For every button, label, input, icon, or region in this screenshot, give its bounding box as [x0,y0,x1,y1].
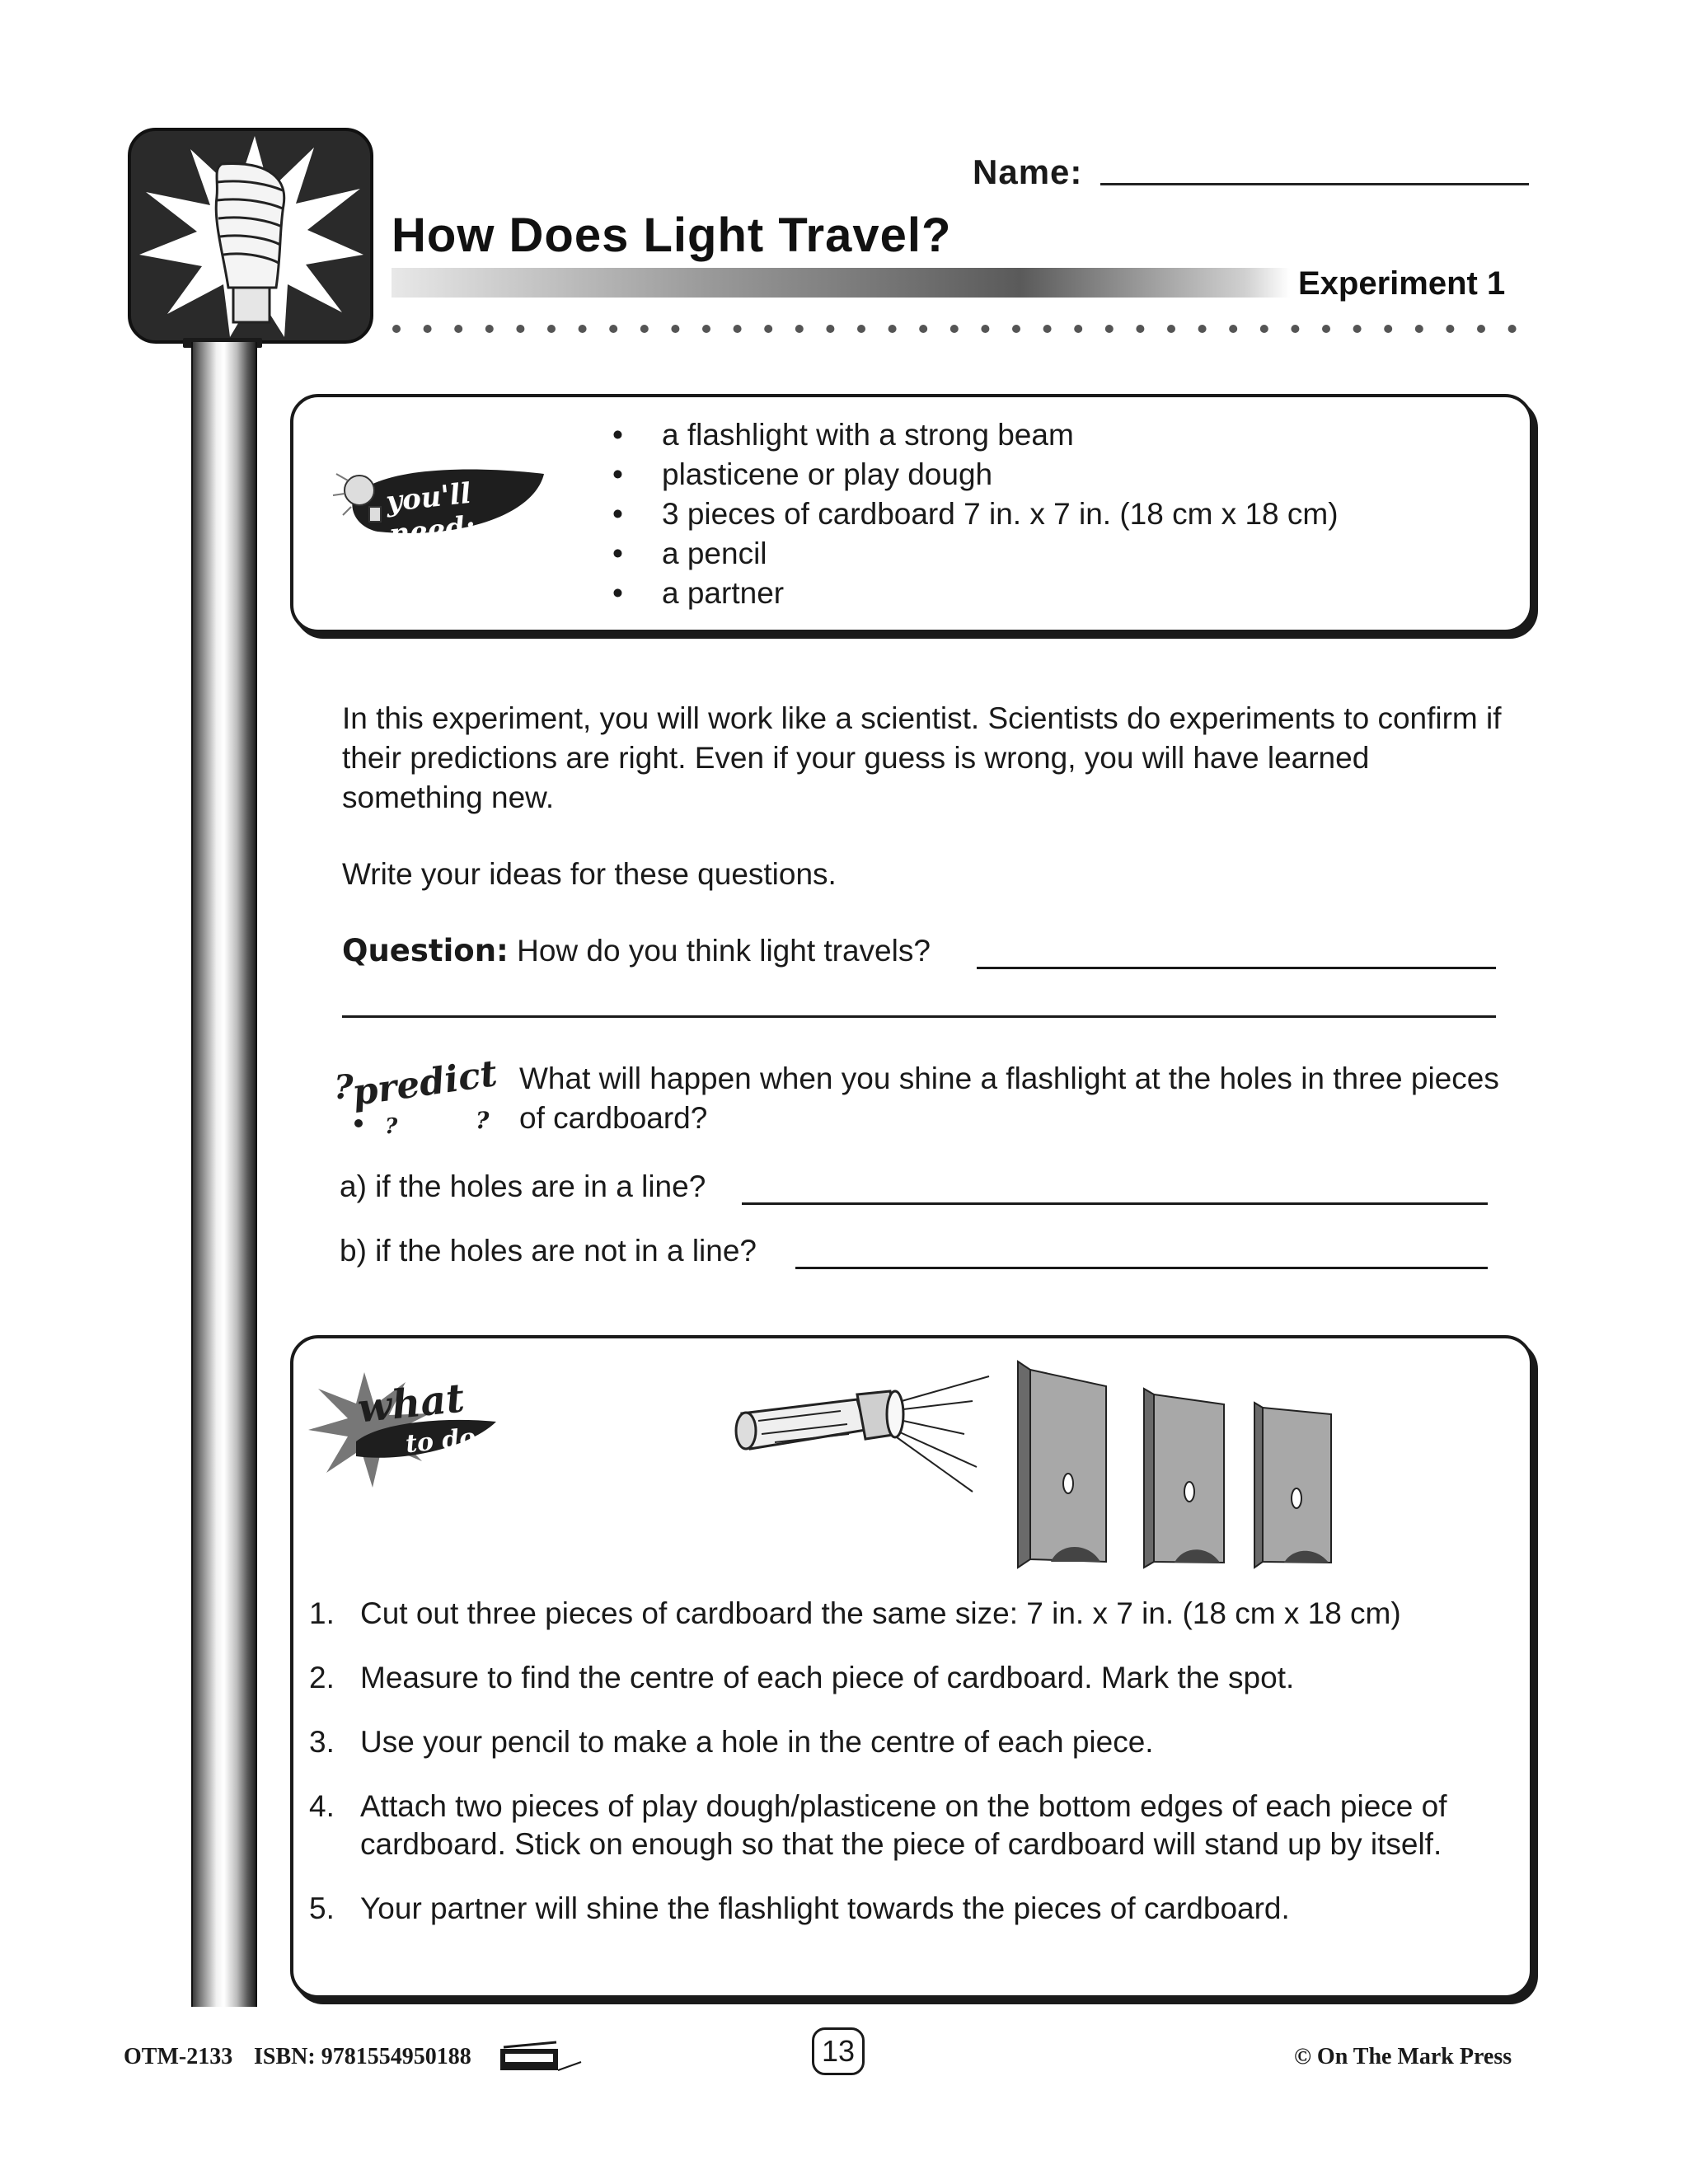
step-item [309,1723,1512,1761]
list-item: • plasticene or play dough [606,455,1339,494]
name-field[interactable] [1100,183,1529,185]
publisher-logo-icon [499,2039,589,2075]
step-text: Cut out three pieces of cardboard the same size: 7 in. x 7 in. (18 cm x 18 cm) [360,1596,1401,1630]
title-gradient-bar [392,268,1290,298]
question-row [342,931,1496,971]
step-text: Use your pencil to make a hole in the centre of each piece. [360,1725,1154,1759]
step-item [309,1890,1512,1928]
divider-dot [640,325,649,333]
what-to-do-badge [307,1364,504,1496]
divider-dot [1384,325,1392,333]
divider-dot [1136,325,1144,333]
step-text: Attach two pieces of play dough/plasticene on the bottom edges of each piece of cardboard. Stick on enough so that the piece of cardboard will stand up by itself. [360,1789,1447,1861]
divider-dot [1260,325,1268,333]
page-number [812,2027,865,2075]
divider-dot [424,325,432,333]
step-text: Measure to find the centre of each piece of cardboard. Mark the spot. [360,1661,1295,1694]
what-badge-text: what [355,1375,467,1432]
divider-dot [702,325,710,333]
step-text: Your partner will shine the flashlight towards the pieces of cardboard. [360,1891,1290,1925]
step-item [309,1595,1512,1633]
divider-dot [764,325,772,333]
divider-dot [1477,325,1485,333]
predict-answer-b-line[interactable] [795,1267,1488,1269]
divider-dot [609,325,617,333]
divider-dot [826,325,834,333]
divider-dot [1291,325,1299,333]
divider-dot [1415,325,1423,333]
divider-dot [1322,325,1330,333]
page-number-text: 13 [821,2034,856,2068]
step-item [309,1788,1512,1863]
svg-text:?: ? [385,1114,398,1139]
divider-dot [1074,325,1082,333]
divider-dot [454,325,462,333]
to-do-badge-text: to do [404,1422,477,1460]
divider-dot [919,325,927,333]
divider-dot [1353,325,1362,333]
divider-dot [981,325,989,333]
starburst-bulb-icon [131,131,370,340]
youll-need-badge-text: you'll need: [384,476,477,552]
divider-dot [485,325,494,333]
question-answer-line[interactable] [342,1015,1496,1018]
cardboard-piece-icon [1144,1389,1224,1568]
cardboard-piece-icon [1254,1403,1331,1568]
question-answer-line[interactable] [977,967,1496,969]
divider-dot [1043,325,1052,333]
divider-dot [671,325,679,333]
divider-dot [1105,325,1114,333]
divider-dot [889,325,897,333]
list-item: • 3 pieces of cardboard 7 in. x 7 in. (18 cm x 18 cm) [606,494,1339,534]
step-number: 3. [309,1725,335,1759]
question-text: How do you think light travels? [517,934,931,968]
step-number: 4. [309,1789,335,1823]
instruction-steps [309,1595,1512,1954]
predict-answer-a-line[interactable] [742,1202,1488,1205]
footer-isbn: ISBN: 9781554950188 [254,2044,471,2069]
cardboard-piece-icon [1018,1361,1106,1568]
divider-dot [795,325,804,333]
intro-paragraph: In this experiment, you will work like a scientist. Scientists do experiments to confirm if their predictions are right. Even if your guess is wrong, you will have learned something new. [342,701,1502,814]
experiment-label: Experiment 1 [1298,265,1506,302]
step-item [309,1659,1512,1697]
divider-dot [516,325,524,333]
list-item: • a partner [606,574,1339,613]
list-item: • a pencil [606,534,1339,574]
dotted-divider [392,324,1537,334]
flashlight-cardboard-illustration [725,1352,1352,1582]
decorative-pole [191,342,257,2007]
divider-dot [857,325,865,333]
step-number: 2. [309,1661,335,1694]
predict-question-a: a) if the holes are in a line? [340,1169,706,1203]
predict-badge-text: predict [349,1052,500,1115]
name-label: Name: [973,152,1083,191]
instructions-text: Write your ideas for these questions. [342,857,837,891]
predict-text: What will happen when you shine a flashlight at the holes in three pieces of cardboard? [519,1062,1499,1135]
divider-dot [1229,325,1237,333]
divider-dot [1508,325,1517,333]
divider-dot [950,325,959,333]
youll-need-badge [328,449,551,552]
materials-list [606,415,1339,613]
page-title: How Does Light Travel? [392,209,952,262]
predict-badge [334,1052,500,1140]
svg-text:?: ? [334,1068,354,1107]
divider-dot [734,325,742,333]
step-number: 1. [309,1596,335,1630]
footer-product-code: OTM-2133 [124,2044,233,2069]
svg-text:?: ? [476,1107,490,1134]
question-label: Question: [342,933,509,968]
divider-dot [547,325,556,333]
divider-dot [1012,325,1020,333]
divider-dot [1167,325,1175,333]
footer-copyright: © On The Mark Press [1294,2044,1512,2069]
divider-dot [579,325,587,333]
flashlight-icon [736,1376,989,1492]
light-bulb-logo [128,128,373,344]
list-item: • a flashlight with a strong beam [606,415,1339,455]
predict-question-b: b) if the holes are not in a line? [340,1234,757,1268]
divider-dot [1446,325,1454,333]
divider-dot [392,325,401,333]
divider-dot [1198,325,1207,333]
step-number: 5. [309,1891,335,1925]
